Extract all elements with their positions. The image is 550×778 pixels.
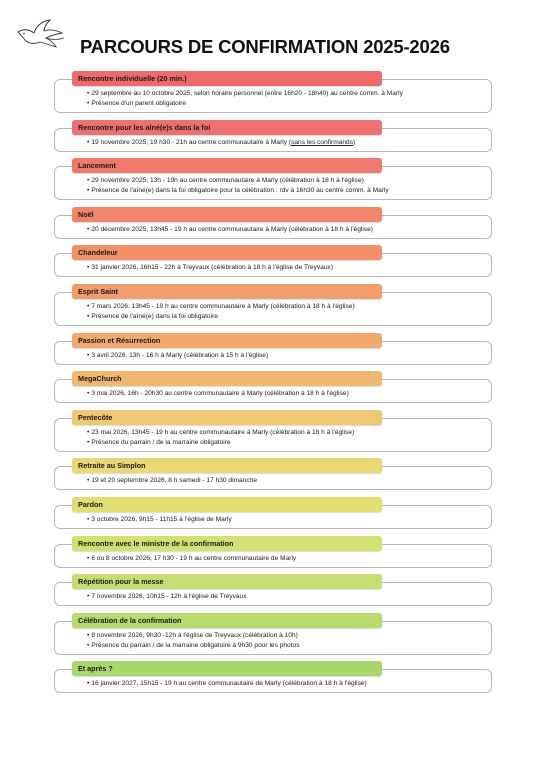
event-detail-text: Présence de l'aîné(e) dans la foi obligatoire pour la célébration : rdv à 16h30 au centre comm. à Marly <box>91 187 389 195</box>
event-title: Esprit Saint <box>72 284 382 299</box>
event-detail-text: 16 janvier 2027, 15h15 - 19 h au centre communautaire de Marly (célébration à 18 h à l'église) <box>91 680 367 688</box>
event-item <box>54 536 492 568</box>
event-detail-line <box>87 631 481 641</box>
bullet-icon: • <box>87 138 90 146</box>
event-item <box>54 661 492 693</box>
event-detail-line <box>87 312 481 322</box>
event-detail-line <box>87 263 481 273</box>
event-title: Pardon <box>72 497 382 512</box>
event-detail-line <box>87 89 481 99</box>
bullet-icon: • <box>87 477 90 485</box>
event-detail-line <box>87 138 481 148</box>
bullet-icon: • <box>87 264 90 272</box>
event-detail-text: 7 mars 2026, 13h45 - 19 h au centre communautaire à Marly (célébration à 18 h à l'église) <box>91 302 355 310</box>
event-item <box>54 120 492 152</box>
event-detail-line <box>87 438 481 448</box>
event-detail-text: 29 septembre au 10 octobre 2025, selon horaire personnel (entre 16h20 - 18h40) au centre comm. à Marly <box>91 90 403 97</box>
bullet-icon: • <box>87 641 90 649</box>
event-title: Pentecôte <box>72 410 382 425</box>
event-item <box>54 284 492 326</box>
event-detail-line <box>87 225 481 235</box>
event-title: Répétition pour la messe <box>72 574 382 589</box>
bullet-icon: • <box>87 390 90 398</box>
event-detail-text: 3 mai 2026, 16h - 20h30 au centre communautaire à Marly (célébration à 18 h à l'église) <box>91 390 349 398</box>
event-detail-line <box>87 476 481 486</box>
event-detail-text: Présence du parrain / de la marraine obligatoire <box>91 438 231 446</box>
event-detail-line <box>87 515 481 525</box>
event-detail-text: 3 avril 2026, 13h - 16 h à Marly (célébration à 15 h à l'église) <box>91 351 269 359</box>
bullet-icon: • <box>87 177 90 185</box>
bullet-icon: • <box>87 302 90 310</box>
event-detail-line <box>87 389 481 399</box>
bullet-icon: • <box>87 225 90 233</box>
event-detail-text: Présence d'un parent obligatoire <box>91 100 187 107</box>
event-item <box>54 207 492 239</box>
event-item <box>54 574 492 606</box>
event-item <box>54 410 492 452</box>
event-item <box>54 613 492 655</box>
event-detail-text: Présence de l'aîné(e) dans la foi obligatoire <box>91 312 218 320</box>
bullet-icon: • <box>87 351 90 359</box>
event-detail-line <box>87 176 481 186</box>
bullet-icon: • <box>87 438 90 446</box>
event-title: Lancement <box>72 158 382 173</box>
event-title: Retraite au Simplon <box>72 458 382 473</box>
event-item <box>54 497 492 529</box>
event-title: Chandeleur <box>72 245 382 260</box>
event-title: Rencontre avec le ministre de la confirmation <box>72 536 382 551</box>
event-detail-text: 29 novembre 2025, 13h - 19h au centre communautaire à Marly (célébration à 18 h à l'église) <box>91 177 364 185</box>
bullet-icon: • <box>87 187 90 195</box>
event-item <box>54 458 492 490</box>
event-detail-line <box>87 641 481 651</box>
bullet-icon: • <box>87 515 90 523</box>
event-detail-text: 3 octobre 2026, 9h15 - 11h15 à l'église de Marly <box>91 515 232 523</box>
bullet-icon: • <box>87 428 90 436</box>
event-detail-line <box>87 302 481 312</box>
bullet-icon: • <box>87 554 90 562</box>
event-title: Rencontre individuelle (20 min.) <box>72 71 382 86</box>
event-item <box>54 371 492 403</box>
event-title: Célébration de la confirmation <box>72 613 382 628</box>
event-title: Noël <box>72 207 382 222</box>
events-list <box>54 71 492 700</box>
event-detail-line <box>87 679 481 689</box>
event-detail-line <box>87 351 481 361</box>
event-detail-line <box>87 592 481 602</box>
event-detail-text: 31 janvier 2026, 16h15 - 22h à Treyvaux (célébration à 18 h à l'église de Treyvaux) <box>91 264 334 272</box>
bullet-icon: • <box>87 593 90 601</box>
event-detail-text: Présence du parrain / de la marraine obligatoire à 9h30 pour les photos <box>91 641 300 649</box>
page-title: PARCOURS DE CONFIRMATION 2025-2026 <box>80 36 450 57</box>
event-detail-text: 8 novembre 2026, 9h30 -12h à l'église de Treyvaux (célébration à 10h) <box>91 631 298 639</box>
bullet-icon: • <box>87 631 90 639</box>
event-detail-text: 23 mai 2026, 13h45 - 19 h au centre communautaire à Marly (célébration à 18 h à l'église) <box>91 428 355 436</box>
event-item <box>54 158 492 200</box>
event-detail-line <box>87 186 481 196</box>
event-detail-line <box>87 428 481 438</box>
event-title: MegaChurch <box>72 371 382 386</box>
event-title: Rencontre pour les aîné(e)s dans la foi <box>72 120 382 135</box>
bullet-icon: • <box>87 100 90 107</box>
event-detail-text: 6 ou 8 octobre 2026, 17 h30 - 19 h au centre communautaire de Marly <box>91 554 297 562</box>
event-detail-line <box>87 99 481 109</box>
bullet-icon: • <box>87 680 90 688</box>
event-item <box>54 333 492 365</box>
event-detail-text: 19 et 20 septembre 2026, 8 h samedi - 17 h30 dimanche <box>91 477 257 485</box>
event-detail-text: 7 novembre 2026, 10h15 - 12h à l'église de Treyvaux <box>91 593 247 601</box>
event-detail-text: 20 décembre 2025, 13h45 - 19 h au centre communautaire à Marly (célébration à 18 h à l'église) <box>91 225 373 233</box>
bullet-icon: • <box>87 312 90 320</box>
event-detail-line <box>87 554 481 564</box>
event-title: Et après ? <box>72 661 382 676</box>
event-item <box>54 71 492 113</box>
event-title: Passion et Résurrection <box>72 333 382 348</box>
event-item <box>54 245 492 277</box>
dove-icon <box>16 18 66 50</box>
event-detail-text: 19 novembre 2025, 19 h30 - 21h au centre communautaire à Marly (sans les confirmands) <box>91 138 356 146</box>
bullet-icon: • <box>87 90 90 97</box>
